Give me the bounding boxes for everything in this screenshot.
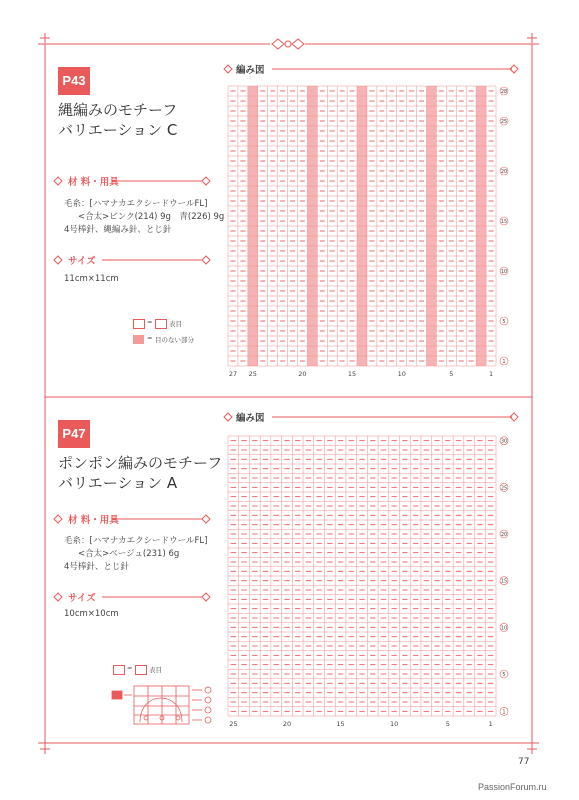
p43-title-line1: 縄編みのモチーフ <box>58 101 178 119</box>
p47-row-label: 1 <box>502 709 506 716</box>
p43-row-label: 10 <box>500 269 508 275</box>
p43-col-label: 15 <box>347 370 357 378</box>
p47-col-label: 10 <box>390 720 399 728</box>
p43-grid <box>228 86 496 366</box>
p47-legend: = 表目 <box>113 664 213 676</box>
p43-size: 11cm×11cm <box>64 274 119 284</box>
p47-col-label: 1 <box>488 720 493 728</box>
p43-col-label: 1 <box>488 370 494 378</box>
watermark: PassionForum.ru <box>478 782 547 792</box>
p47-row-label: 30 <box>500 438 508 445</box>
p47-materials <box>64 535 207 574</box>
p43-badge: P43 <box>58 67 90 95</box>
p47-col-label: 20 <box>282 720 292 728</box>
p43-chart-title-rule <box>222 64 522 74</box>
p47-legend-knit: 表目 <box>149 666 162 674</box>
p43-knitting-chart <box>222 78 522 393</box>
p43-yarn: 毛糸：[ハマナカエクシードウールFL] <box>64 199 208 209</box>
p47-materials-heading: 材 料・用具 <box>68 515 119 526</box>
p43-title-line2: バリエーション C <box>58 121 178 139</box>
p47-chart-title: 編み図 <box>236 413 265 424</box>
p43-colors: <合太>ピンク(214) 9g 青(226) 9g <box>78 212 225 222</box>
p47-title <box>58 453 222 493</box>
p43-row-label: 20 <box>500 169 508 175</box>
p43-row-label: 28 <box>500 89 508 95</box>
p47-badge: P47 <box>58 420 90 448</box>
p43-needles: 4号棒針、縄編み針、とじ針 <box>64 225 172 235</box>
p43-row-label: 15 <box>500 219 508 225</box>
p47-row-label: 15 <box>500 578 508 585</box>
p47-needles: 4号棒針、とじ針 <box>64 562 129 572</box>
p43-chart-title: 編み図 <box>236 65 265 76</box>
p43-title <box>58 100 177 140</box>
p43-row-label: 25 <box>500 119 508 125</box>
p43-legend: = 表目 = 目のない部分 <box>133 318 233 346</box>
p47-size-heading: サイズ <box>68 593 96 604</box>
page-number: 77 <box>518 757 530 767</box>
p47-colors: <合太>ベージュ(231) 6g <box>78 549 180 559</box>
p43-size-heading: サイズ <box>68 256 96 267</box>
p47-row-label: 5 <box>502 672 506 678</box>
p43-materials-heading: 材 料・用具 <box>68 177 119 188</box>
p47-title-line2: バリエーション A <box>58 474 178 492</box>
p43-row-label: 1 <box>502 359 506 365</box>
p47-title-line1: ポンポン編みのモチーフ <box>58 454 223 472</box>
p43-row-label: 5 <box>502 319 506 325</box>
p43-legend-none: 目のない部分 <box>155 336 194 344</box>
p43-col-label: 10 <box>397 370 406 378</box>
p47-row-label: 20 <box>500 532 508 538</box>
p47-knitting-chart <box>222 428 522 743</box>
p43-col-label: 27 <box>228 370 238 378</box>
p43-materials <box>64 198 224 237</box>
p43-legend-knit: 表目 <box>169 320 182 328</box>
p47-row-label: 10 <box>500 625 508 632</box>
p47-col-label: 15 <box>336 720 345 728</box>
p43-col-label: 20 <box>298 370 307 378</box>
p47-row-label: 25 <box>500 485 508 492</box>
p47-col-label: 5 <box>445 720 450 728</box>
p47-pompom-diagram <box>110 682 215 727</box>
p47-yarn: 毛糸：[ハマナカエクシードウールFL] <box>64 536 208 546</box>
p47-col-label: 25 <box>229 720 238 728</box>
p47-chart-title-rule <box>222 412 522 422</box>
p43-col-label: 5 <box>449 370 454 378</box>
p43-col-label: 25 <box>248 370 257 378</box>
p47-grid <box>228 436 496 716</box>
p47-size: 10cm×10cm <box>64 609 119 619</box>
